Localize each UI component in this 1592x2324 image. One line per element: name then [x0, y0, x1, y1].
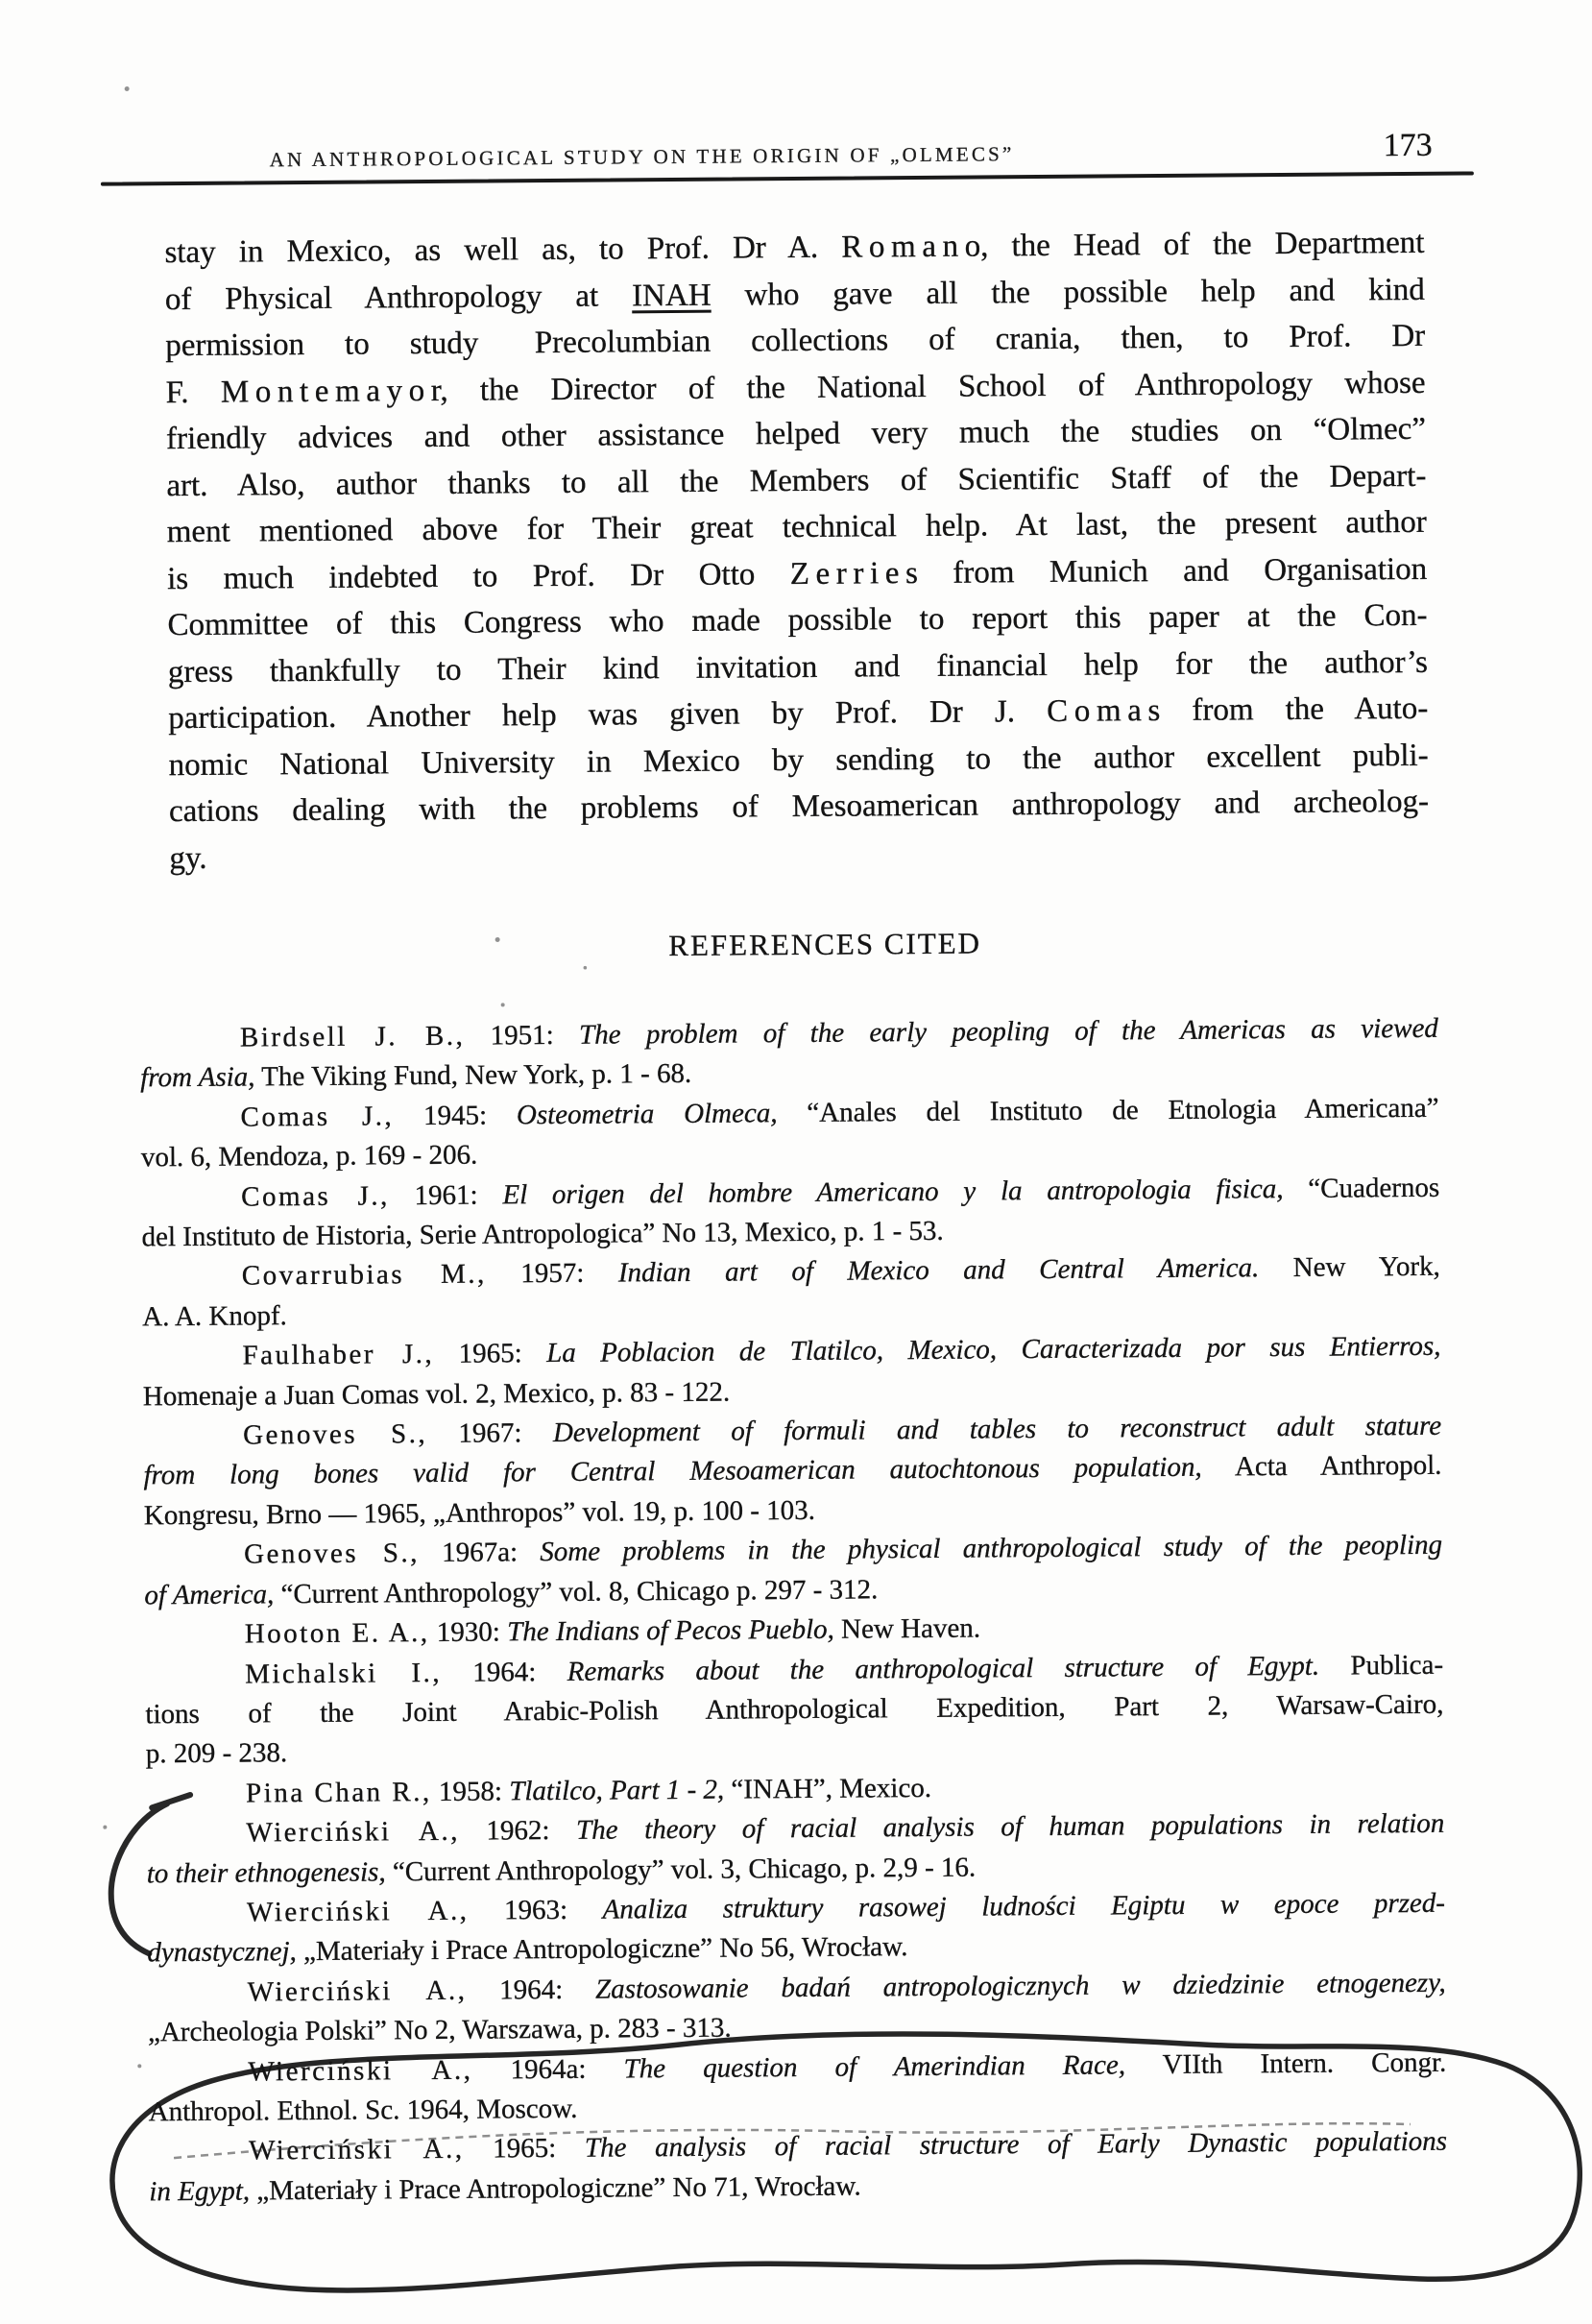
body-line: cations dealing with the problems of Mesoamerican anthropology and archeolog-	[168, 784, 1430, 830]
reference-text: „Archeologia Polski” No 2, Warszawa, p. 283 - 313.	[147, 2012, 732, 2048]
references-list	[140, 1009, 1448, 2213]
body-line: stay in Mexico, as well as, to Prof. Dr A. R o m a n o, the Head of the Department	[164, 225, 1425, 271]
reference-text: 1964:	[467, 1973, 596, 2006]
references-heading: REFERENCES CITED	[668, 926, 982, 963]
reference-title: Indian art of Mexico and Central America.	[617, 1252, 1260, 1289]
reference-title: Tlatilco, Part 1 - 2,	[509, 1774, 725, 1807]
reference-title: La Poblacion de Tlatilco, Mexico, Caracterizada por sus Entierros,	[546, 1330, 1441, 1369]
body-line: gress thankfully to Their kind invitation and financial help for the author’s	[167, 644, 1429, 690]
body-line: friendly advices and other assistance helped very much the studies on “Olmec”	[165, 411, 1427, 457]
reference-text: del Instituto de Historia, Serie Antropologica” No 13, Mexico, p. 1 - 53.	[141, 1215, 944, 1253]
reference-title: The Indians of Pecos Pueblo,	[507, 1613, 834, 1648]
reference-author: Genoves S.,	[243, 1418, 428, 1451]
reference-author: Covarrubias M.,	[241, 1258, 488, 1292]
reference-author: Pina Chan R.,	[245, 1776, 432, 1809]
reference-title: Osteometria Olmeca,	[516, 1097, 778, 1131]
reference-text: The Viking Fund, New York, p. 1 - 68.	[254, 1058, 692, 1093]
reference-title: Analiza struktury rasowej ludności Egiptu w epoce przed-	[602, 1887, 1446, 1925]
reference-title: Zastosowanie badań antropologicznych w dziedzinie etnogenezy,	[594, 1967, 1446, 2005]
body-line: permission to study Precolumbian collections of crania, then, to Prof. Dr	[165, 318, 1426, 364]
reference-text: 1967:	[427, 1417, 554, 1450]
body-line: Committee of this Congress who made possible to report this paper at the Con-	[167, 597, 1428, 643]
reference-author: Wierciński A.,	[246, 1895, 470, 1928]
reference-text: Kongresu, Brno — 1965, „Anthropos” vol. 19, p. 100 - 103.	[143, 1494, 816, 1532]
reference-text: Homenaje a Juan Comas vol. 2, Mexico, p. 83 - 122.	[142, 1376, 731, 1413]
reference-text: 1951:	[465, 1019, 580, 1052]
body-line: is much indebted to Prof. Dr Otto Z e r r i e s from Munich and Organisation	[167, 551, 1428, 596]
reference-text: tions of the Joint Arabic-Polish Anthropological Expedition, Part 2, Warsaw-Cairo,	[145, 1688, 1444, 1731]
page-number: 173	[1383, 127, 1433, 164]
reference-text: 1964a:	[472, 2053, 624, 2086]
reference-text: 1958:	[431, 1776, 510, 1807]
reference-title: Some problems in the physical anthropological study of the peopling	[540, 1530, 1443, 1568]
reference-title: The analysis of racial structure of Early Dynastic populations	[584, 2126, 1448, 2165]
reference-title: The theory of racial analysis of human populations in relation	[575, 1807, 1445, 1846]
reference-text: „Materiały i Prace Antropologiczne” No 71, Wrocław.	[249, 2170, 861, 2207]
reference-title: from long bones valid for Central Mesoamerican autochtonous population,	[143, 1452, 1202, 1491]
reference-text: vol. 6, Mendoza, p. 169 - 206.	[140, 1139, 478, 1174]
reference-text: 1930:	[429, 1616, 508, 1649]
body-line: ment mentioned above for Their great technical help. At last, the present author	[166, 504, 1427, 550]
reference-text: “Current Anthropology” vol. 8, Chicago p. 297 - 312.	[274, 1574, 879, 1610]
body-line: participation. Another help was given by Prof. Dr J. C o m a s from the Auto-	[168, 690, 1429, 737]
reference-text: New Haven.	[833, 1612, 981, 1645]
reference-title: Remarks about the anthropological structure of Egypt.	[567, 1650, 1320, 1687]
reference-author: Michalski I.,	[244, 1657, 443, 1690]
reference-text: A. A. Knopf.	[142, 1300, 287, 1333]
reference-title: in Egypt,	[149, 2175, 251, 2208]
reference-text: „Materiały i Prace Antropologiczne” No 56, Wrocław.	[296, 1931, 908, 1968]
reference-author: Wierciński A.,	[248, 2134, 465, 2167]
reference-author: Comas J.,	[240, 1101, 395, 1133]
reference-author: Wierciński A.,	[246, 1815, 461, 1849]
reference-author: Wierciński A.,	[247, 1974, 468, 2008]
body-line: F. M o n t e m a y o r, the Director of the National School of Anthropology whose	[165, 365, 1426, 410]
reference-text: 1967a:	[419, 1537, 541, 1569]
reference-title: El origen del hombre Americano y la antropologia fisica,	[502, 1173, 1284, 1211]
header-rule	[101, 171, 1474, 185]
reference-text: 1964:	[441, 1656, 567, 1688]
reference-text: “INAH”, Mexico.	[724, 1772, 932, 1805]
reference-text: “Anales del Instituto de Etnologia Americana”	[777, 1092, 1439, 1128]
reference-text: Anthropol. Ethnol. Sc. 1964, Moscow.	[148, 2093, 578, 2128]
reference-author: Wierciński A.,	[248, 2054, 473, 2088]
reference-title: The problem of the early peopling of the Americas as viewed	[578, 1012, 1439, 1051]
reference-text: 1965:	[434, 1338, 547, 1370]
reference-text: 1961:	[389, 1179, 503, 1211]
running-title: AN ANTHROPOLOGICAL STUDY ON THE ORIGIN OF „OLMECS”	[269, 142, 1015, 172]
reference-text: 1962:	[459, 1814, 577, 1847]
reference-title: dynastycznej,	[147, 1936, 297, 1969]
reference-text: 1963:	[469, 1894, 603, 1926]
reference-author: Genoves S.,	[244, 1537, 421, 1570]
reference-text: “Cuadernos	[1283, 1172, 1440, 1204]
reference-text: p. 209 - 238.	[145, 1737, 288, 1770]
reference-title: of America,	[144, 1578, 275, 1611]
reference-text: “Current Anthropology” vol. 3, Chicago, p. 2,9 - 16.	[385, 1852, 977, 1887]
underlined-acronym: INAH	[631, 278, 712, 313]
body-line: nomic National University in Mexico by sending to the author excellent publi-	[168, 738, 1429, 783]
reference-text: VIIth Intern. Congr.	[1124, 2046, 1447, 2080]
body-line: gy.	[169, 840, 207, 876]
reference-text: 1957:	[486, 1257, 619, 1290]
body-paragraph	[164, 220, 1429, 882]
reference-text: 1965:	[464, 2133, 586, 2166]
reference-author: Faulhaber J.,	[242, 1339, 435, 1371]
reference-title: to their ethnogenesis,	[146, 1855, 386, 1889]
reference-author: Comas J.,	[241, 1179, 390, 1213]
reference-text: New York,	[1259, 1251, 1440, 1284]
reference-title: from Asia,	[140, 1061, 255, 1094]
reference-author: Birdsell J. B.,	[239, 1020, 466, 1053]
reference-text: 1945:	[394, 1100, 518, 1132]
reference-title: Development of formuli and tables to reconstruct adult stature	[552, 1410, 1442, 1449]
reference-text: Publica-	[1319, 1649, 1444, 1682]
reference-text: Acta Anthropol.	[1201, 1450, 1442, 1484]
body-line: of Physical Anthropology at INAH who gave all the possible help and kind	[164, 272, 1425, 317]
body-line: art. Also, author thanks to all the Members of Scientific Staff of the Depart-	[166, 458, 1427, 503]
reference-title: The question of Amerindian Race,	[623, 2048, 1126, 2085]
reference-author: Hooton E. A.,	[244, 1617, 430, 1650]
